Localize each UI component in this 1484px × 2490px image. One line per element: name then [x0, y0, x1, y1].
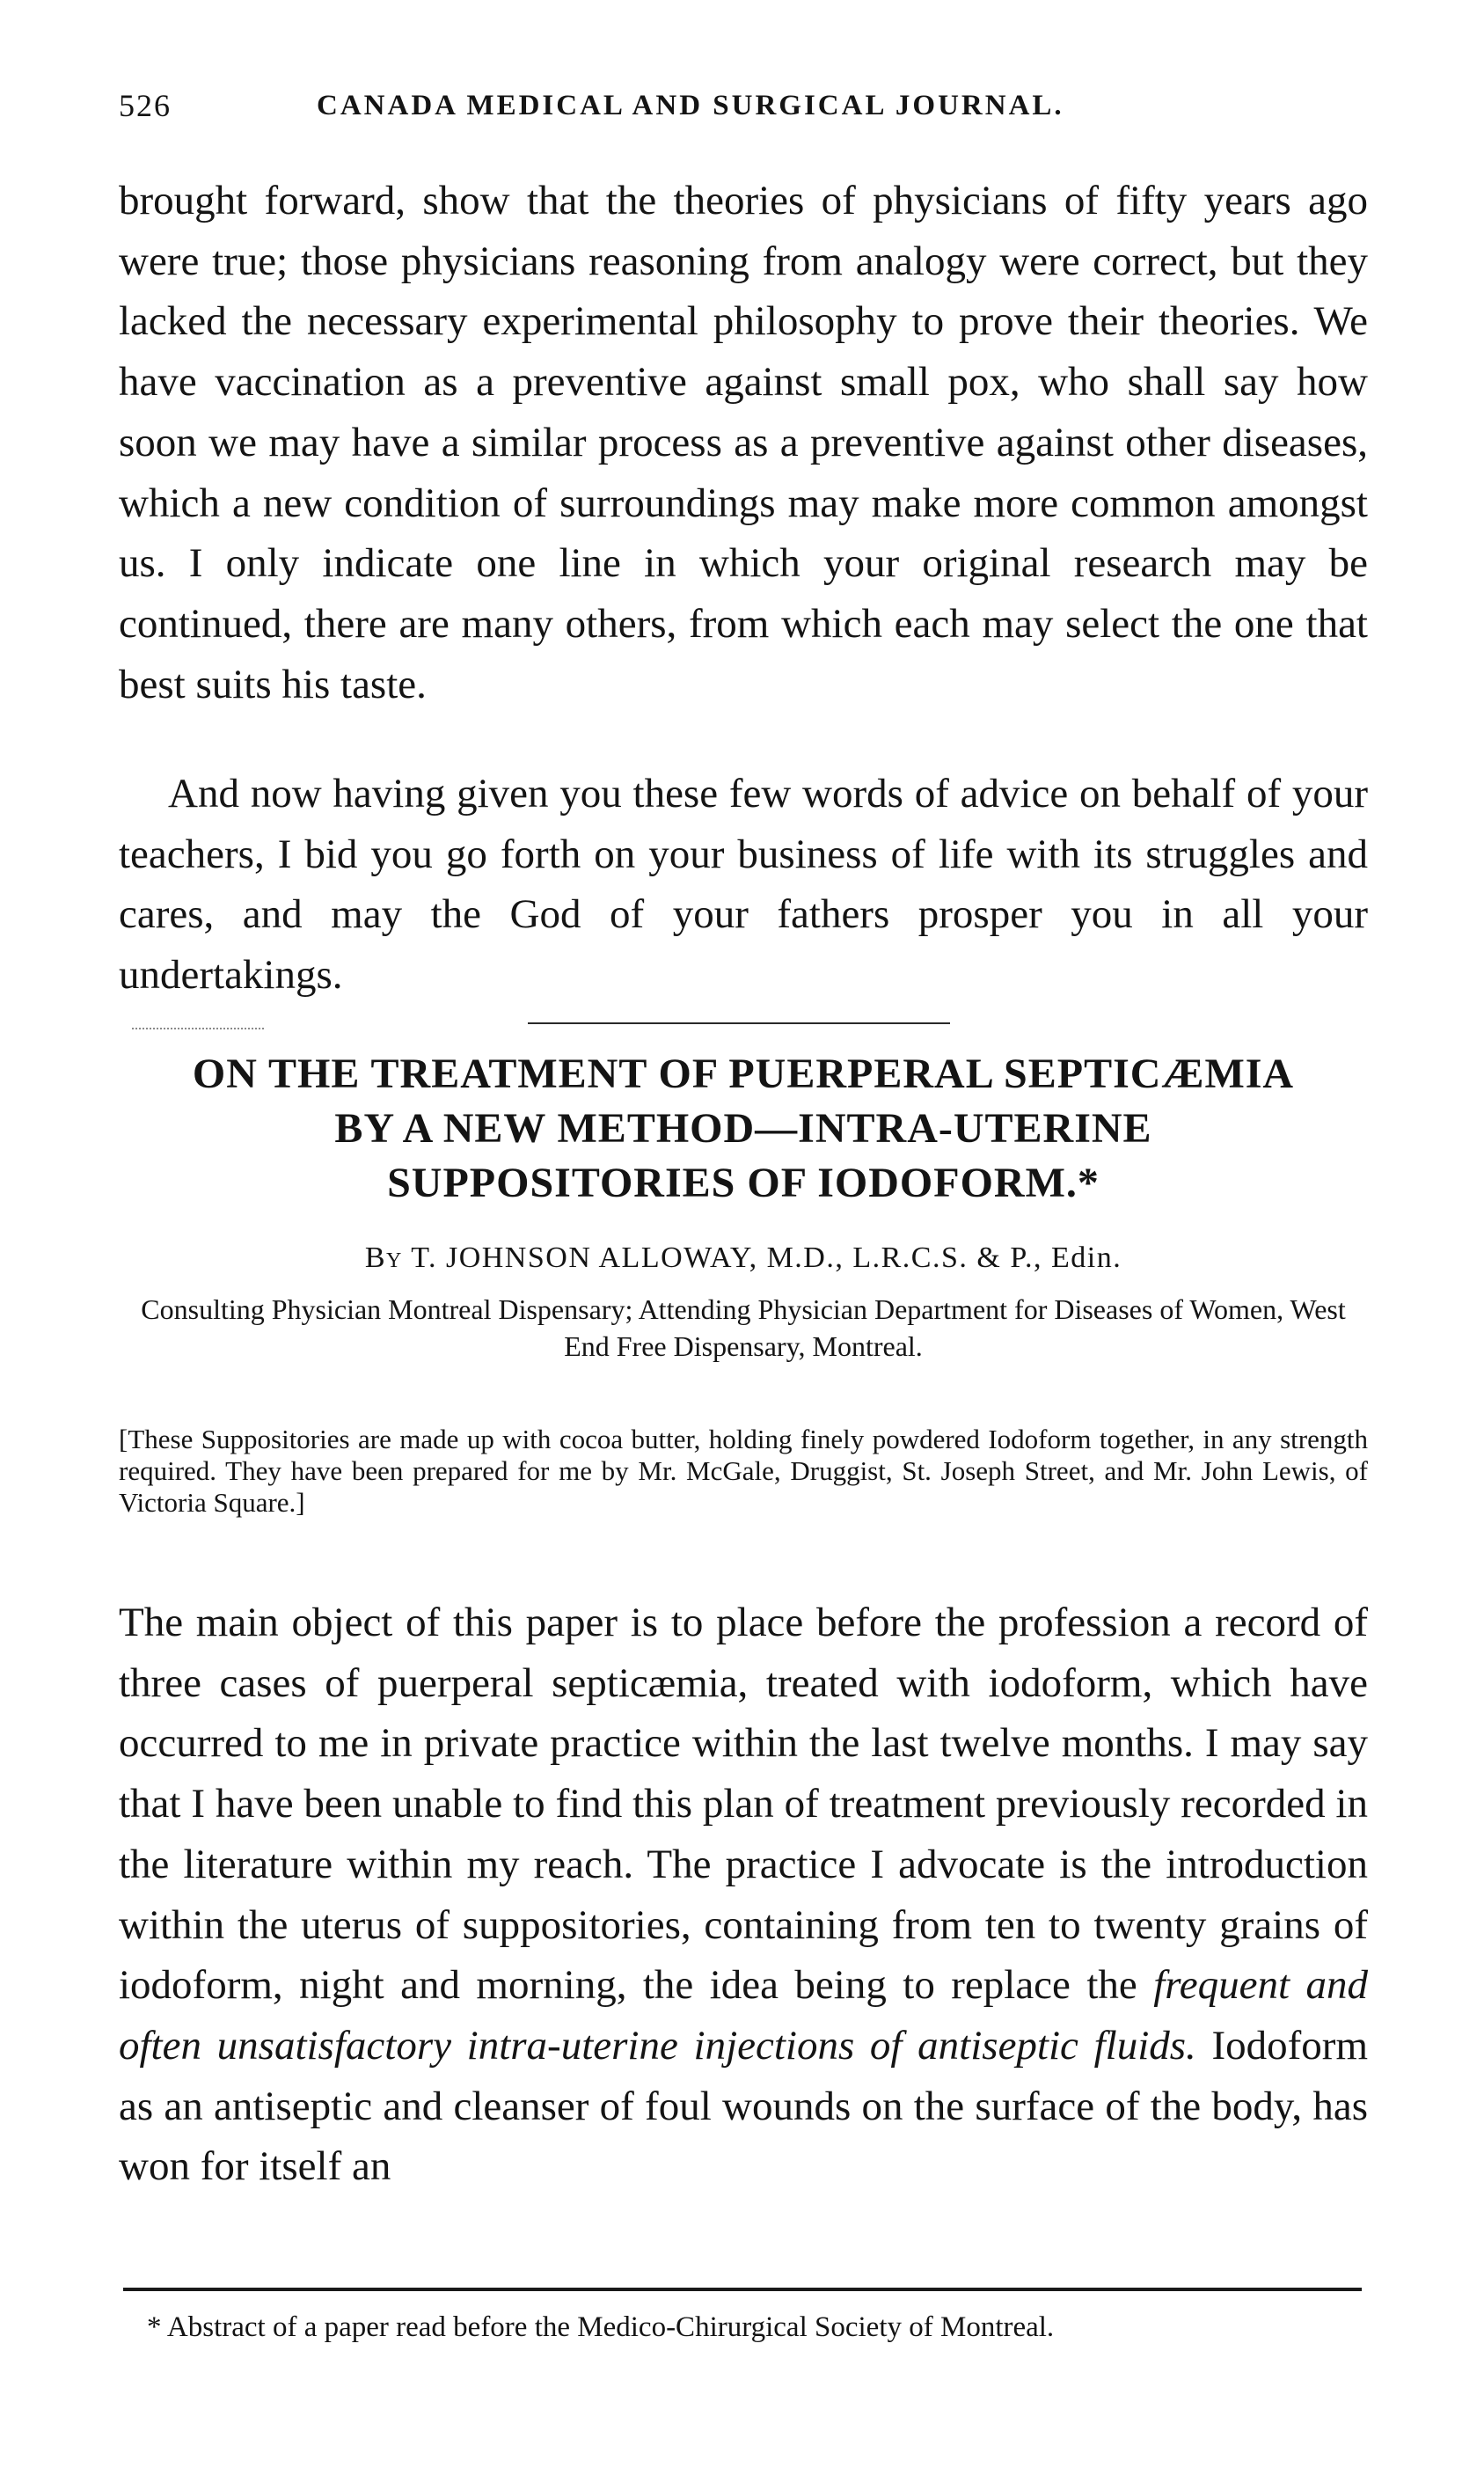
- page-number: 526: [119, 88, 172, 123]
- article-body-italic: frequent and often unsatisfactory intra-uterine injections of antiseptic fluids.: [119, 1962, 1368, 2069]
- running-header: [119, 79, 1368, 132]
- footnote: * Abstract of a paper read before the Medico-Chirurgical Society of Montreal.: [147, 2311, 1055, 2343]
- ornamental-dots: [132, 1028, 264, 1029]
- author-prefix: By: [364, 1241, 403, 1274]
- article-title-line-1: ON THE TREATMENT OF PUERPERAL SEPTICÆMIA: [192, 1051, 1295, 1097]
- article-title: [119, 1047, 1368, 1211]
- author-affiliation: Consulting Physician Montreal Dispensary; Attending Physician Department for Diseases of Women, West End Free Dispensary, Montreal.: [141, 1293, 1346, 1362]
- article-body-start: The main object of this paper is to place before the profession a record of three cases of puerperal septicæmia, treated with iodoform, which have occurred to me in private practice within the last twelve months. I may say that I have been unable to find this plan of treatment previously recorded in the literature within my reach. The practice I advocate is the introduction within the uterus of suppositories, containing from ten to twenty grains of iodoform, night and morning, the idea being to replace the: [119, 1600, 1368, 2009]
- article-title-line-3: SUPPOSITORIES OF IODOFORM.*: [387, 1160, 1100, 1206]
- editorial-note: [These Suppositories are made up with cocoa butter, holding finely powdered Iodoform together, in any strength required. They have been prepared for me by Mr. McGale, Druggist, St. Joseph Street, and Mr. John Lewis, of Victoria Square.]: [119, 1424, 1368, 1518]
- footnote-rule: [123, 2288, 1362, 2291]
- journal-title: CANADA MEDICAL AND SURGICAL JOURNAL.: [317, 90, 1064, 121]
- article-title-line-2: BY A NEW METHOD—INTRA-UTERINE: [334, 1105, 1152, 1152]
- article-body-end: Iodoform as an antiseptic and cleanser of foul wounds on the surface of the body, has won for itself an: [119, 2022, 1368, 2190]
- section-divider: [528, 1022, 950, 1024]
- article-body: [119, 1593, 1368, 2197]
- paragraph-closing: And now having given you these few words of advice on behalf of your teachers, I bid you go forth on your business of life with its struggles and cares, and may the God of your fathers prosper you in all your undertakings.: [119, 771, 1368, 999]
- author-byline: [119, 1236, 1368, 1280]
- author-name: T. JOHNSON ALLOWAY, M.D., L.R.C.S. & P., Edin.: [411, 1241, 1122, 1274]
- paragraph-continued: brought forward, show that the theories of physicians of fifty years ago were true; those physicians reasoning from analogy were correct, but they lacked the necessary experimental philosophy to prove their theories. We have vaccination as a preventive against small pox, who shall say how soon we may have a similar process as a preventive against other diseases, which a new condition of surroundings may make more common amongst us. I only indicate one line in which your original research may be continued, there are many others, from which each may select the one that best suits his taste.: [119, 178, 1368, 707]
